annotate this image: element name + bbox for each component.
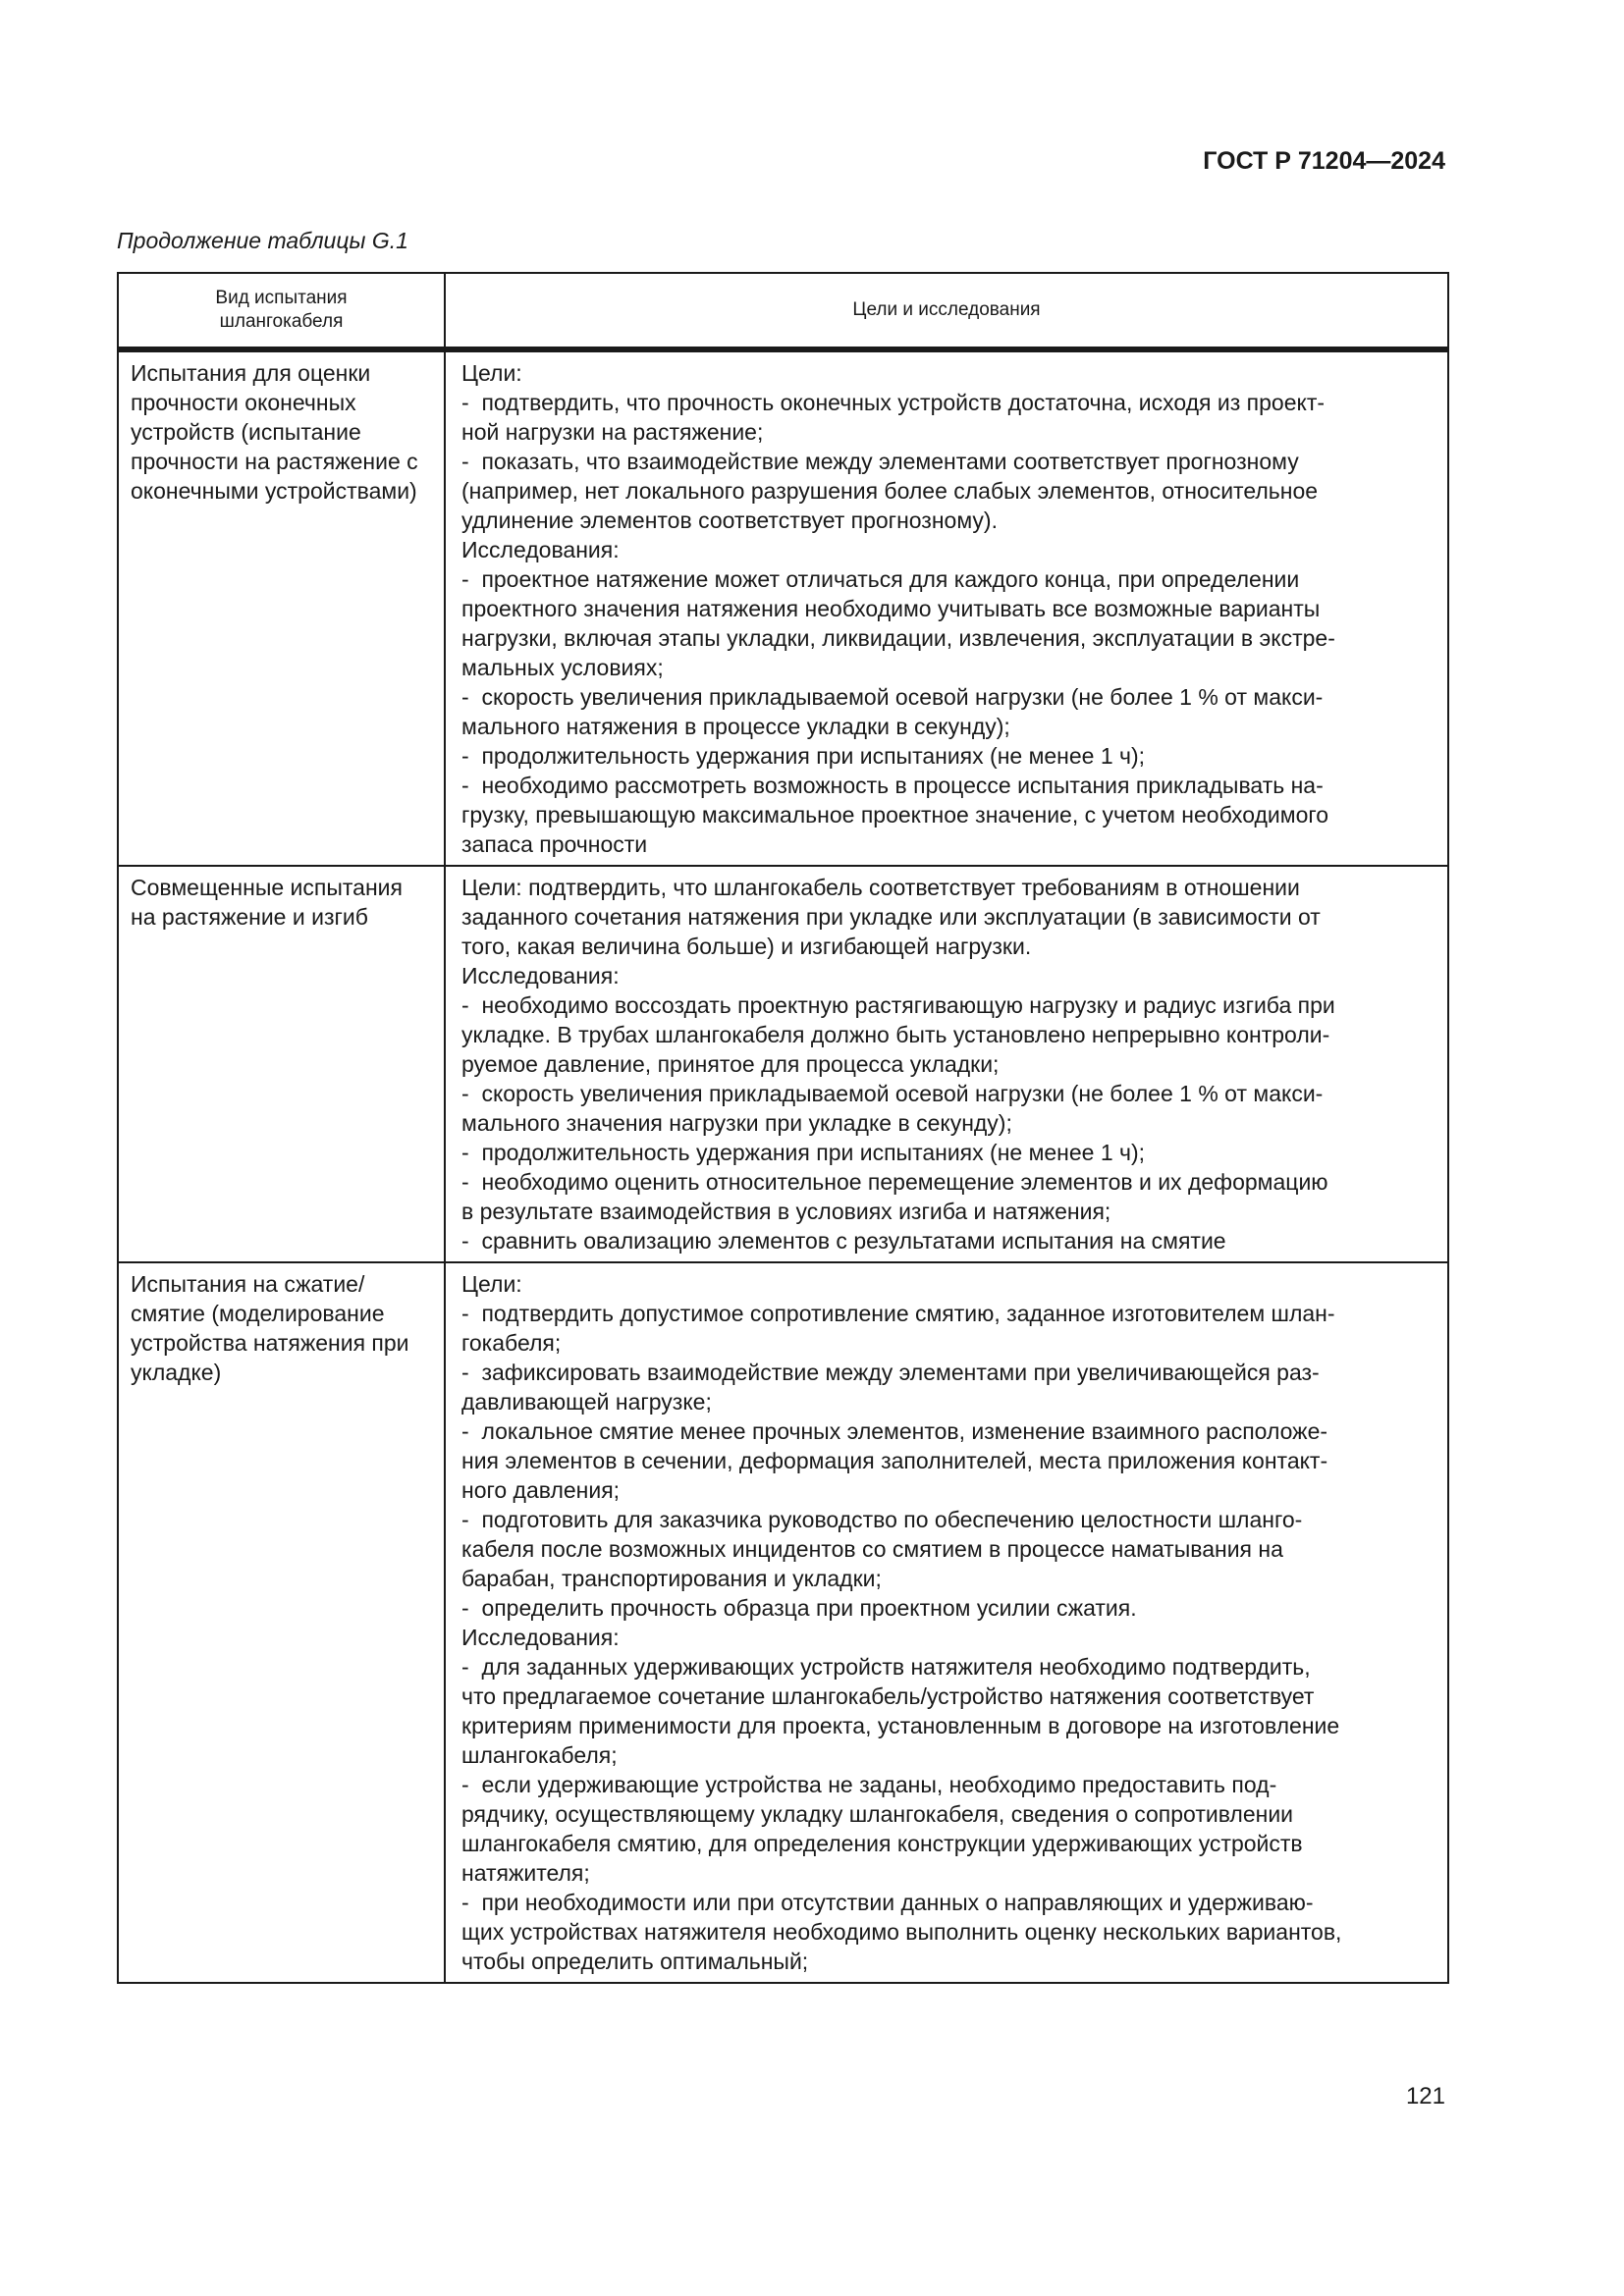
content-line: давливающей нагрузке; (461, 1389, 712, 1415)
content-line: шлангокабеля; (461, 1742, 618, 1768)
goals-research-cell (445, 1262, 1448, 1983)
content-line: Исследования: (461, 1625, 620, 1650)
page-number: 121 (1405, 2083, 1445, 2109)
content-line: гокабеля; (461, 1330, 562, 1356)
content-line: - скорость увеличения прикладываемой осевой нагрузки (не более 1 % от макси- (461, 684, 1324, 710)
content-line: запаса прочности (461, 831, 648, 857)
content-line: чтобы определить оптимальный; (461, 1949, 809, 1974)
test-type-cell: Испытания для оценки прочности оконечных устройств (испытание прочности на растяжение с оконечными устройствами) (118, 351, 445, 866)
content-line: натяжителя; (461, 1860, 590, 1886)
column-header-test-type-text: Вид испытания шлангокабеля (215, 288, 348, 332)
content-line: - проектное натяжение может отличаться для каждого конца, при определении (461, 566, 1300, 592)
table-header-row (118, 273, 1448, 348)
content-line: - локальное смятие менее прочных элементов, изменение взаимного расположе- (461, 1418, 1328, 1444)
content-line: Исследования: (461, 537, 620, 562)
column-header-test-type (118, 273, 445, 348)
content-line: - показать, что взаимодействие между элементами соответствует прогнозному (461, 449, 1299, 474)
content-line: - сравнить овализацию элементов с результатами испытания на смятие (461, 1228, 1226, 1254)
content-line: - зафиксировать взаимодействие между элементами при увеличивающейся раз- (461, 1360, 1320, 1385)
content-line: мального значения нагрузки при укладке в секунду); (461, 1110, 1012, 1136)
goals-research-cell (445, 351, 1448, 866)
goals-research-cell (445, 866, 1448, 1262)
content-line: - необходимо рассмотреть возможность в процессе испытания прикладывать на- (461, 773, 1324, 798)
content-line: Цели: подтвердить, что шлангокабель соответствует требованиям в отношении (461, 875, 1300, 900)
content-line: шлангокабеля смятию, для определения конструкции удерживающих устройств (461, 1831, 1303, 1856)
content-line: - подтвердить, что прочность оконечных устройств достаточна, исходя из проект- (461, 390, 1326, 415)
test-type-cell: Испытания на сжатие/смятие (моделирование устройства натяжения при укладке) (118, 1262, 445, 1983)
content-line: - подготовить для заказчика руководство по обеспечению целостности шланго- (461, 1507, 1303, 1532)
content-line: ния элементов в сечении, деформация заполнителей, места приложения контакт- (461, 1448, 1328, 1473)
content-line: Цели: (461, 1271, 522, 1297)
content-line: щих устройствах натяжителя необходимо выполнить оценку нескольких вариантов, (461, 1919, 1342, 1945)
content-line: что предлагаемое сочетание шлангокабель/устройство натяжения соответствует (461, 1683, 1315, 1709)
content-line: нагрузки, включая этапы укладки, ликвидации, извлечения, эксплуатации в экстре- (461, 625, 1335, 651)
content-line: ного давления; (461, 1477, 621, 1503)
column-header-goals: Цели и исследования (445, 273, 1448, 348)
document-code: ГОСТ Р 71204—2024 (1203, 147, 1445, 175)
content-line: - необходимо воссоздать проектную растягивающую нагрузку и радиус изгиба при (461, 992, 1335, 1018)
test-type-cell: Совмещенные испытания на растяжение и изгиб (118, 866, 445, 1262)
content-line: мальных условиях; (461, 655, 664, 680)
content-line: удлинение элементов соответствует прогнозному). (461, 507, 998, 533)
content-line: укладке. В трубах шлангокабеля должно быть установлено непрерывно контроли- (461, 1022, 1330, 1047)
content-line: кабеля после возможных инцидентов со смятием в процессе наматывания на (461, 1536, 1283, 1562)
content-line: Цели: (461, 360, 522, 386)
content-line: - продолжительность удержания при испытаниях (не менее 1 ч); (461, 743, 1146, 769)
content-line: (например, нет локального разрушения более слабых элементов, относительное (461, 478, 1319, 504)
table-row (118, 1262, 1448, 1983)
content-line: мального натяжения в процессе укладки в секунду); (461, 714, 1010, 739)
content-line: - подтвердить допустимое сопротивление смятию, заданное изготовителем шлан- (461, 1301, 1335, 1326)
content-line: - при необходимости или при отсутствии данных о направляющих и удерживаю- (461, 1890, 1314, 1915)
content-line: руемое давление, принятое для процесса укладки; (461, 1051, 1000, 1077)
content-line: того, какая величина больше) и изгибающей нагрузки. (461, 934, 1032, 959)
content-line: - необходимо оценить относительное перемещение элементов и их деформацию (461, 1169, 1328, 1195)
test-table (117, 272, 1449, 1984)
table-row (118, 351, 1448, 866)
content-line: - если удерживающие устройства не заданы, необходимо предоставить под- (461, 1772, 1277, 1797)
content-line: ной нагрузки на растяжение; (461, 419, 764, 445)
content-line: рядчику, осуществляющему укладку шлангокабеля, сведения о сопротивлении (461, 1801, 1294, 1827)
table-caption: Продолжение таблицы G.1 (117, 228, 408, 253)
content-line: - продолжительность удержания при испытаниях (не менее 1 ч); (461, 1140, 1146, 1165)
table-row (118, 866, 1448, 1262)
content-line: заданного сочетания натяжения при укладке или эксплуатации (в зависимости от (461, 904, 1321, 930)
content-line: - для заданных удерживающих устройств натяжителя необходимо подтвердить, (461, 1654, 1311, 1680)
content-line: - скорость увеличения прикладываемой осевой нагрузки (не более 1 % от макси- (461, 1081, 1324, 1106)
content-line: Исследования: (461, 963, 620, 988)
content-line: грузку, превышающую максимальное проектное значение, с учетом необходимого (461, 802, 1329, 828)
content-line: в результате взаимодействия в условиях изгиба и натяжения; (461, 1199, 1111, 1224)
content-line: барабан, транспортирования и укладки; (461, 1566, 882, 1591)
content-line: критериям применимости для проекта, установленным в договоре на изготовление (461, 1713, 1340, 1738)
content-line: - определить прочность образца при проектном усилии сжатия. (461, 1595, 1137, 1621)
content-line: проектного значения натяжения необходимо учитывать все возможные варианты (461, 596, 1321, 621)
